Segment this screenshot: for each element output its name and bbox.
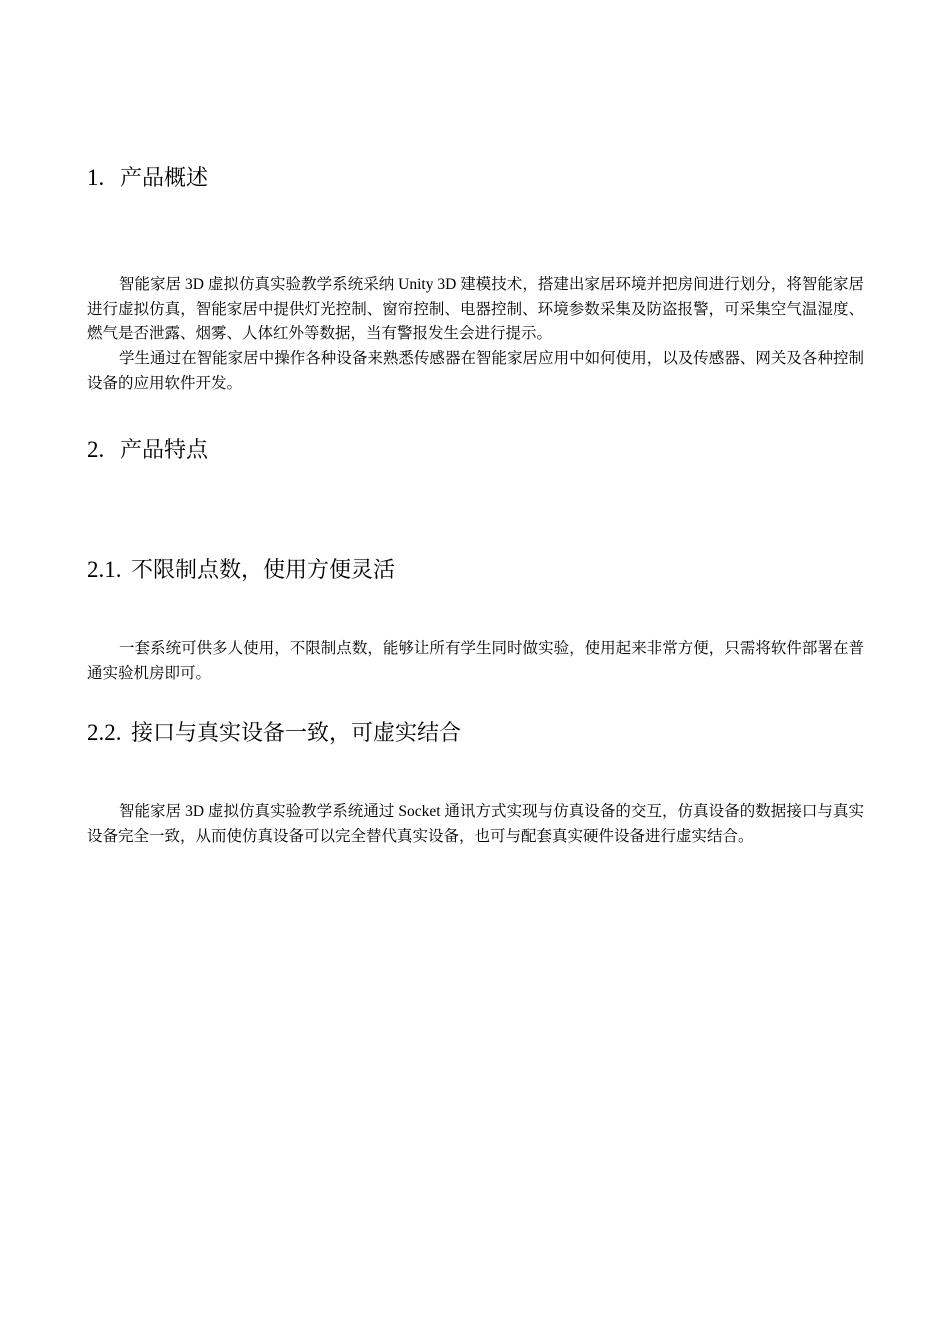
section-number: 1. xyxy=(87,165,105,190)
paragraph-feature-2-2: 智能家居 3D 虚拟仿真实验教学系统通过 Socket 通讯方式实现与仿真设备的交互，仿真设备的数据接口与真实设备完全一致，从而使仿真设备可以完全替代真实设备，也可与配套真实硬件设备进行虚实结合。 xyxy=(87,803,864,845)
section-title: 接口与真实设备一致，可虚实结合 xyxy=(131,721,462,746)
subsection-heading-unlimited-points xyxy=(87,555,395,586)
section-number: 2.1. xyxy=(87,557,122,582)
section-title: 不限制点数，使用方便灵活 xyxy=(131,558,396,583)
section-title: 产品特点 xyxy=(120,438,209,463)
section-number: 2. xyxy=(87,437,105,462)
section-title: 产品概述 xyxy=(120,166,209,191)
paragraph-overview-2: 学生通过在智能家居中操作各种设备来熟悉传感器在智能家居应用中如何使用，以及传感器、网关及各种控制设备的应用软件开发。 xyxy=(87,350,864,392)
section-number: 2.2. xyxy=(87,720,122,745)
section-heading-overview xyxy=(87,163,208,194)
paragraph-feature-2-1: 一套系统可供多人使用，不限制点数，能够让所有学生同时做实验，使用起来非常方便，只需将软件部署在普通实验机房即可。 xyxy=(87,640,864,682)
paragraph-overview-1: 智能家居 3D 虚拟仿真实验教学系统采纳 Unity 3D 建模技术，搭建出家居环境并把房间进行划分，将智能家居进行虚拟仿真，智能家居中提供灯光控制、窗帘控制、电器控制、环境参数采集及防盗报警，可采集空气温湿度、燃气是否泄露、烟雾、人体红外等数据，当有警报发生会进行提示。 xyxy=(87,276,864,342)
section-heading-features xyxy=(87,435,208,466)
subsection-heading-interface xyxy=(87,718,461,749)
